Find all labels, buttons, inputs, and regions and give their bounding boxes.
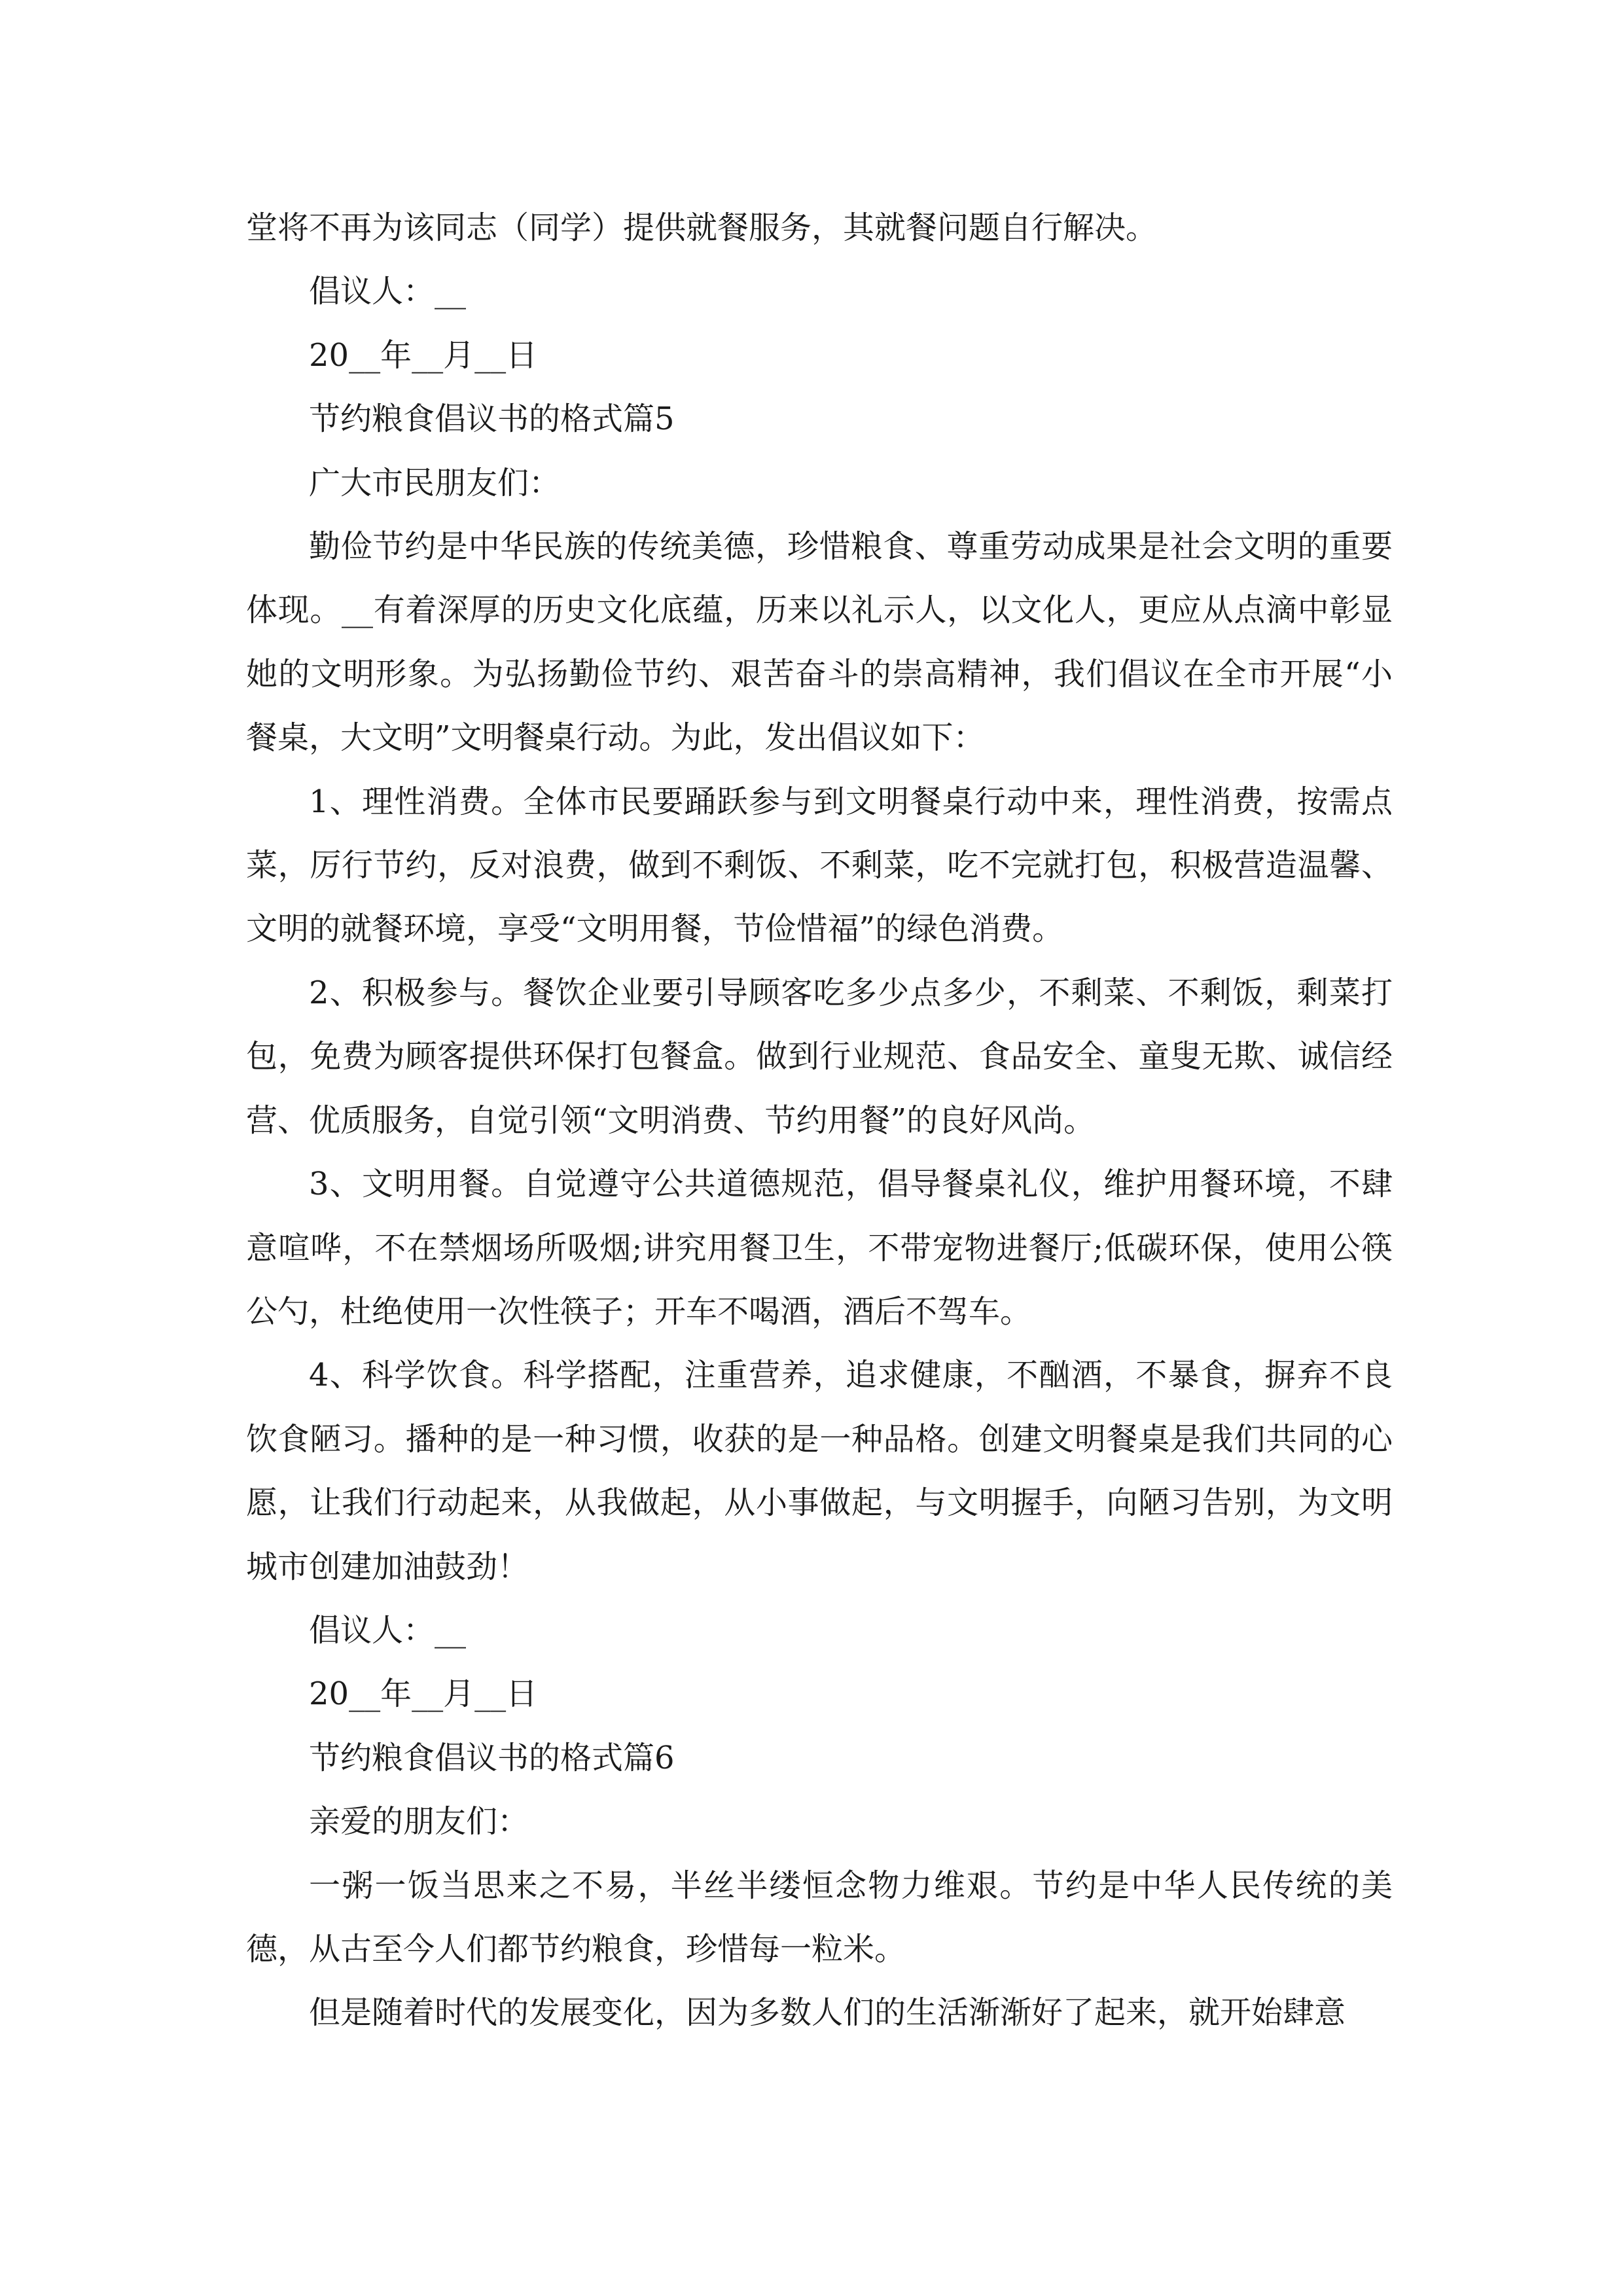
date-line: 20__年__月__日 xyxy=(309,336,538,374)
list-item-paragraph: 1、理性消费。全体市民要踊跃参与到文明餐桌行动中来，理性消费，按需点菜，厉行节约，反对浪费，做到不剩饭、不剩菜，吃不完就打包，积极营造温馨、文明的就餐环境，享受“文明用餐，节俭惜福”的绿色消费。 xyxy=(246,783,1393,948)
section-heading: 节约粮食倡议书的格式篇5 xyxy=(309,401,675,438)
list-item-paragraph: 4、科学饮食。科学搭配，注重营养，追求健康，不酗酒，不暴食，摒弃不良饮食陋习。播种的是一种习惯，收获的是一种品格。创建文明餐桌是我们共同的心愿，让我们行动起来，从我做起，从小事做起，与文明握手，向陋习告别，为文明城市创建加油鼓劲！ xyxy=(246,1357,1393,1585)
paragraph: 勤俭节约是中华民族的传统美德，珍惜粮食、尊重劳动成果是社会文明的重要体现。__有着深厚的历史文化底蕴，历来以礼示人，以文化人，更应从点滴中彰显她的文明形象。为弘扬勤俭节约、艰苦奋斗的崇高精神，我们倡议在全市开展“小餐桌，大文明”文明餐桌行动。为此，发出倡议如下： xyxy=(246,528,1393,757)
paragraph-continuation: 堂将不再为该同志（同学）提供就餐服务，其就餐问题自行解决。 xyxy=(246,209,1158,246)
signature-line: 倡议人：__ xyxy=(309,273,467,310)
salutation: 亲爱的朋友们： xyxy=(309,1803,529,1840)
section-heading: 节约粮食倡议书的格式篇6 xyxy=(309,1739,675,1776)
signature-line: 倡议人：__ xyxy=(309,1611,467,1649)
paragraph: 一粥一饭当思来之不易，半丝半缕恒念物力维艰。节约是中华人民传统的美德，从古至今人们都节约粮食，珍惜每一粒米。 xyxy=(246,1867,1393,1967)
list-item-paragraph: 2、积极参与。餐饮企业要引导顾客吃多少点多少，不剩菜、不剩饭，剩菜打包，免费为顾客提供环保打包餐盒。做到行业规范、食品安全、童叟无欺、诚信经营、优质服务，自觉引领“文明消费、节约用餐”的良好风尚。 xyxy=(246,974,1393,1139)
list-item-paragraph: 3、文明用餐。自觉遵守公共道德规范，倡导餐桌礼仪，维护用餐环境，不肆意喧哗，不在禁烟场所吸烟;讲究用餐卫生，不带宠物进餐厅;低碳环保，使用公筷公勺，杜绝使用一次性筷子；开车不喝酒，酒后不驾车。 xyxy=(246,1166,1393,1330)
document-body xyxy=(246,196,1393,2045)
salutation: 广大市民朋友们： xyxy=(309,464,561,501)
date-line: 20__年__月__日 xyxy=(309,1676,538,1713)
paragraph: 但是随着时代的发展变化，因为多数人们的生活渐渐好了起来，就开始肆意 xyxy=(309,1994,1346,2032)
